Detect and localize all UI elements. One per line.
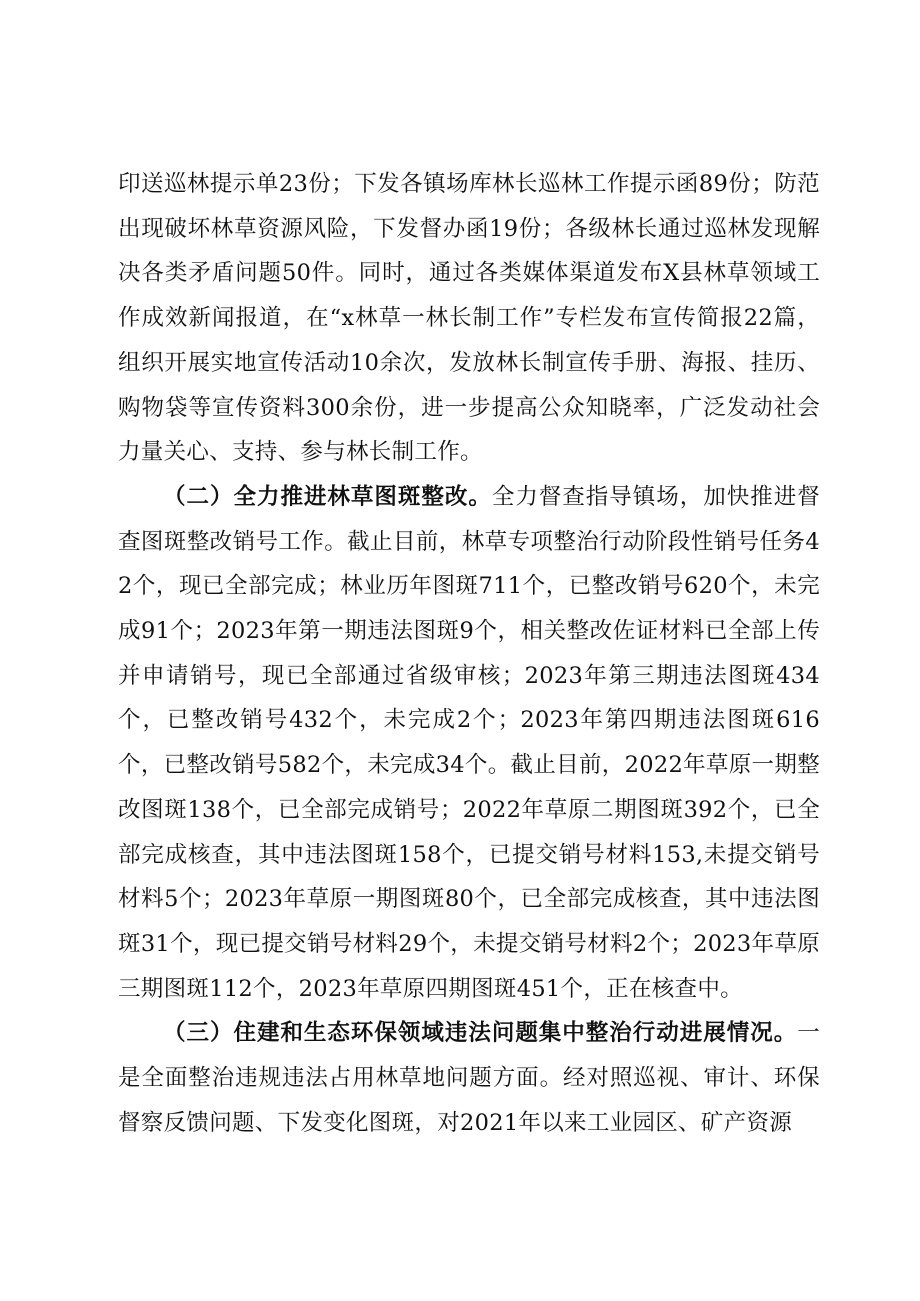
paragraph-forest-patrol-publicity xyxy=(118,162,820,475)
paragraph-illegal-issue-rectification xyxy=(118,1011,820,1145)
document-body xyxy=(118,162,820,1145)
section-heading-3: （三）住建和生态环保领域违法问题集中整治行动进展情况。 xyxy=(163,1020,798,1047)
paragraph-forest-patch-rectification xyxy=(118,475,820,1011)
section-heading-2: （二）全力推进林草图斑整改。 xyxy=(163,483,492,510)
paragraph-text: 全力督查指导镇场，加快推进督查图斑整改销号工作。截止目前，林草专项整治行动阶段性销号任务42个，现已全部完成；林业历年图斑711个，已整改销号620个，未完成91个；2023年第一期违法图斑9个，相关整改佐证材料已全部上传并申请销号，现已全部通过省级审核；2023年第三期违法图斑434个，已整改销号432个，未完成2个；2023年第四期违法图斑616个，已整改销号582个，未完成34个。截止目前，2022年草原一期整改图斑138个，已全部完成销号；2022年草原二期图斑392个，已全部完成核查，其中违法图斑158个，已提交销号材料153,未提交销号材料5个；2023年草原一期图斑80个，已全部完成核查，其中违法图斑31个，现已提交销号材料29个，未提交销号材料2个；2023年草原三期图斑112个，2023年草原四期图斑451个，正在核查中。 xyxy=(118,483,820,1002)
paragraph-text: 印送巡林提示单23份；下发各镇场库林长巡林工作提示函89份；防范出现破坏林草资源风险，下发督办函19份；各级林长通过巡林发现解决各类矛盾问题50件。同时，通过各类媒体渠道发布X县林草领域工作成效新闻报道，在“x林草一林长制工作”专栏发布宣传简报22篇，组织开展实地宣传活动10余次，发放林长制宣传手册、海报、挂历、购物袋等宣传资料300余份，进一步提高公众知晓率，广泛发动社会力量关心、支持、参与林长制工作。 xyxy=(118,171,820,466)
paragraph-text: 一是全面整治违规违法占用林草地问题方面。经对照巡视、审计、环保督察反馈问题、下发变化图斑，对2021年以来工业园区、矿产资源 xyxy=(118,1020,820,1136)
